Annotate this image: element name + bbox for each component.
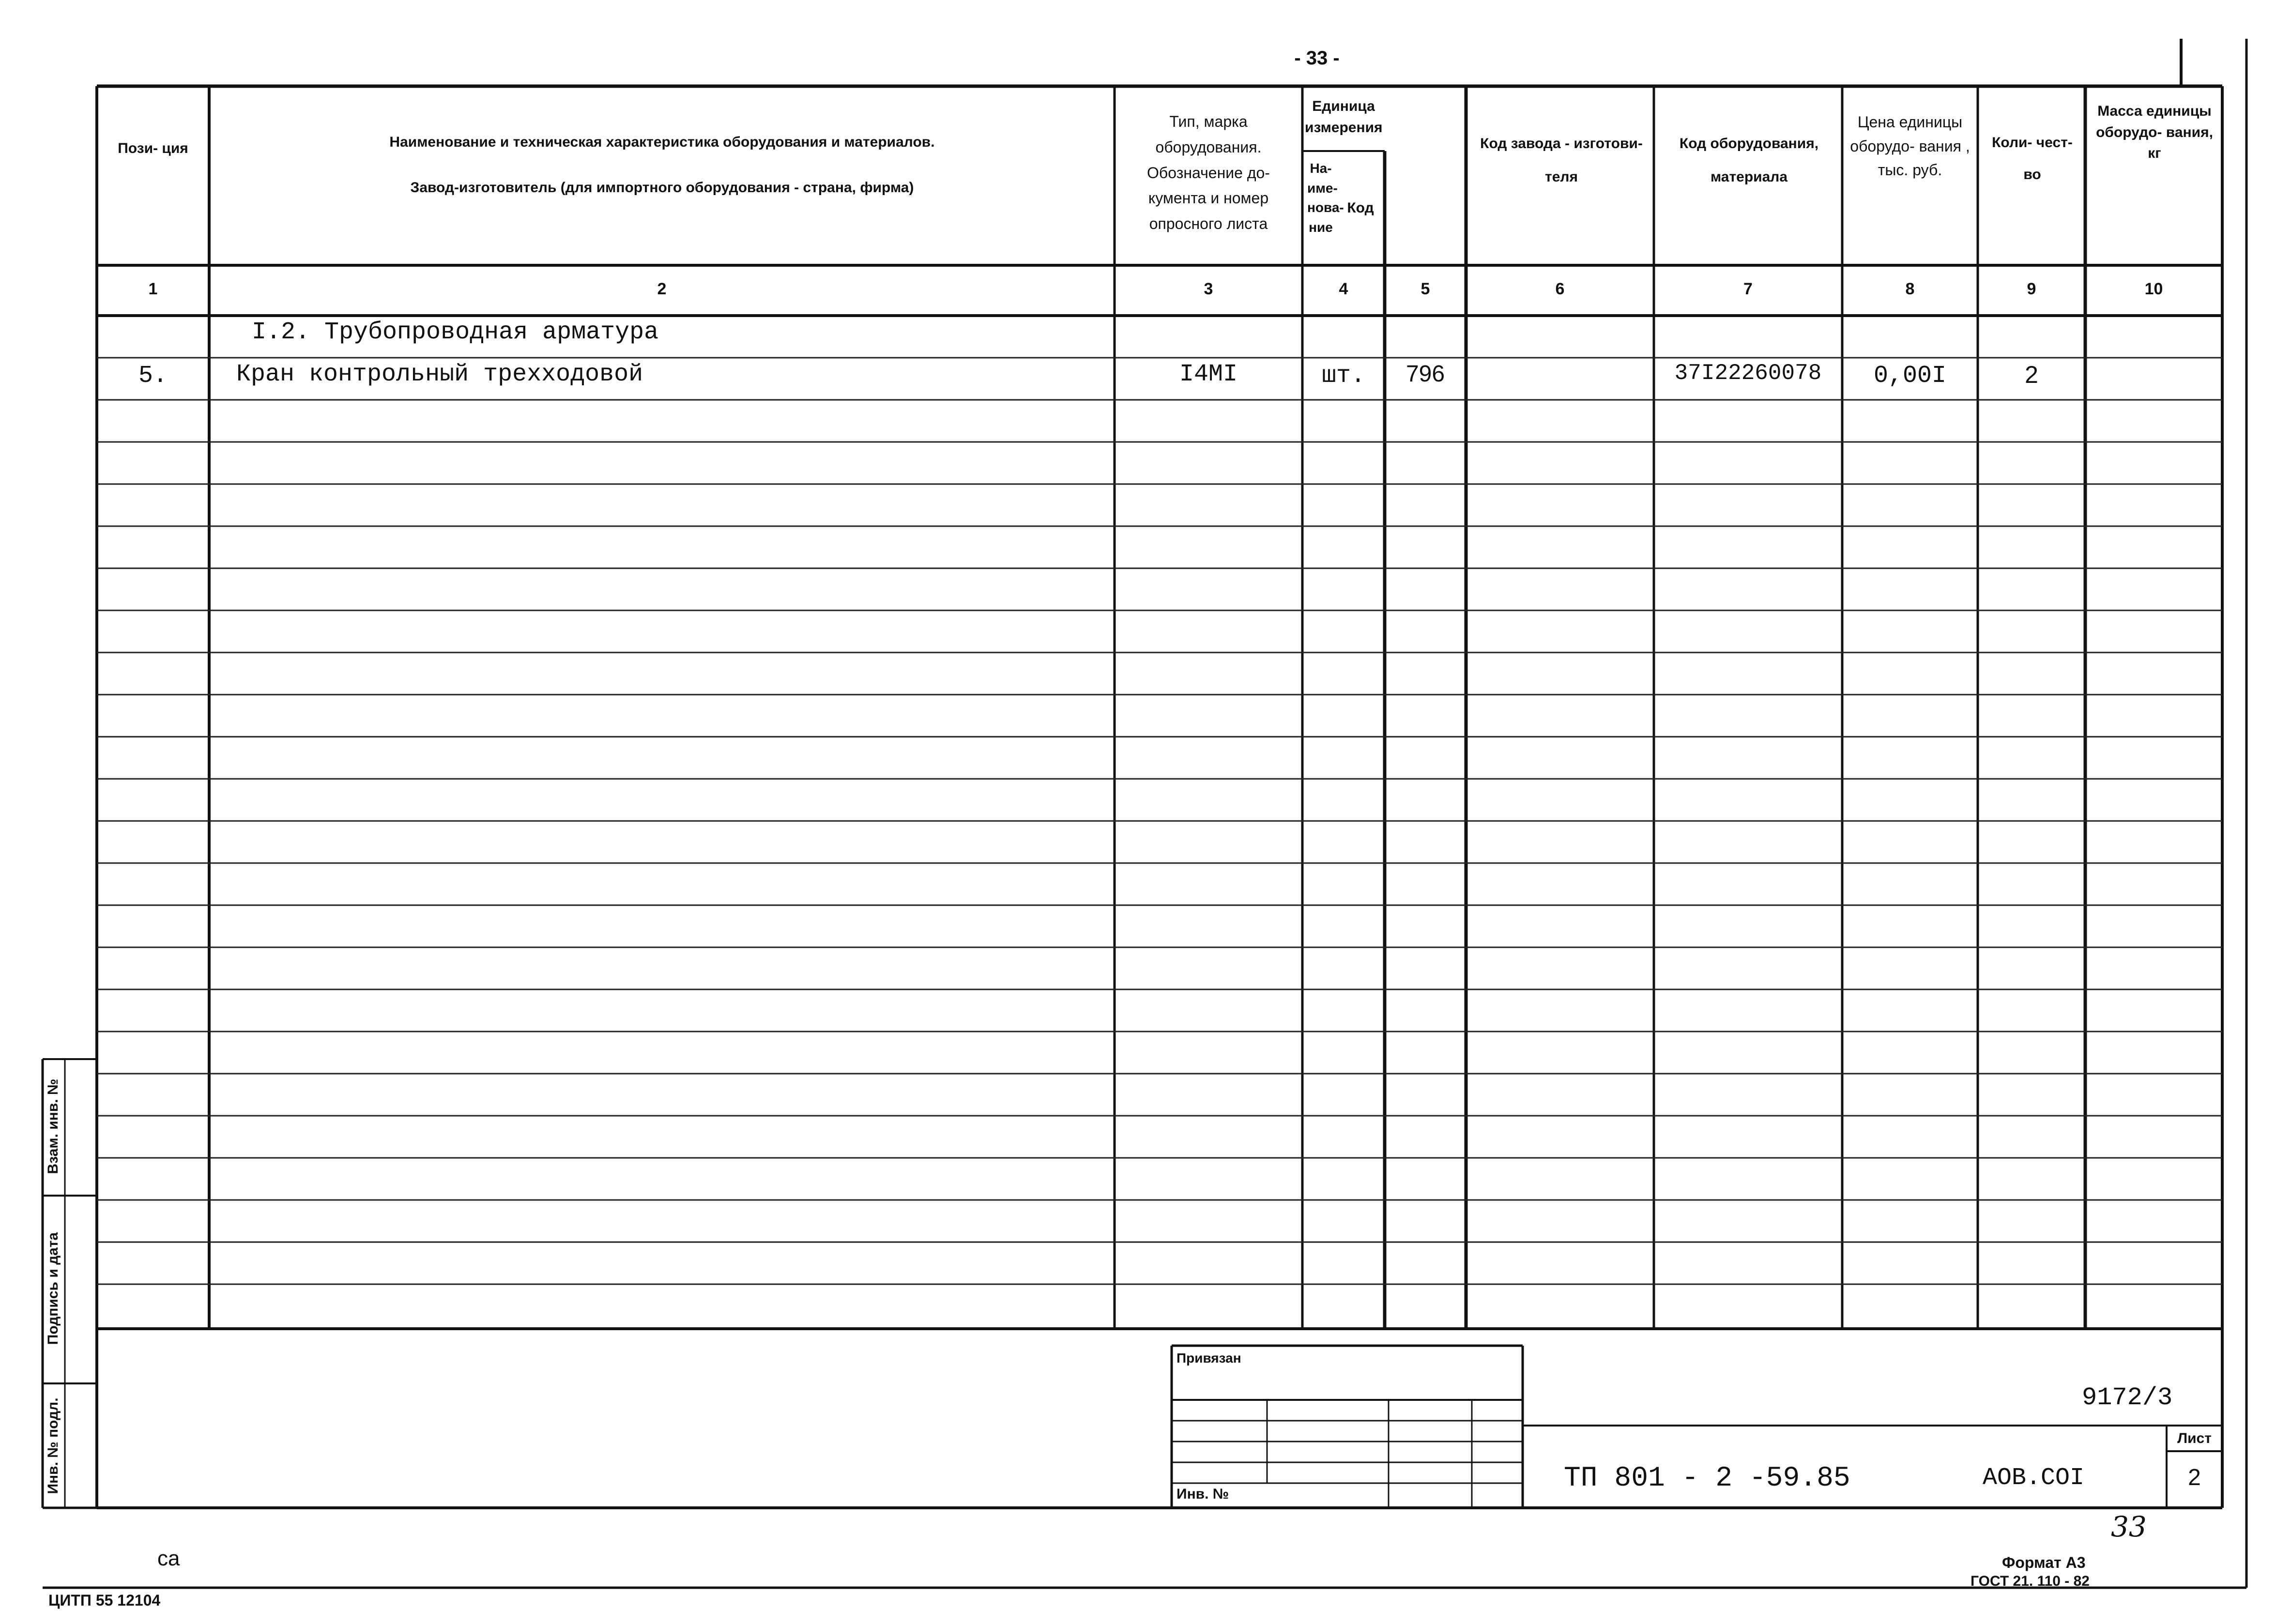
column-number: 8	[1905, 280, 1915, 298]
side-label-inv-original: Инв. № подл.	[45, 1397, 61, 1494]
stamp-order-number: 9172/3	[2082, 1383, 2173, 1412]
page-number: - 33 -	[1294, 47, 1340, 69]
stamp-mark: АОВ.СОI	[1983, 1464, 2085, 1492]
column-number: 2	[657, 280, 667, 298]
column-number: 4	[1339, 280, 1348, 298]
header-unit-price: Цена единицы оборудо- вания , тыс. руб.	[1850, 113, 1970, 179]
side-label-sign-date: Подпись и дата	[45, 1232, 61, 1345]
column-number: 10	[2144, 280, 2163, 298]
side-label-replace-inv: Взам. инв. №	[45, 1078, 61, 1174]
header-quantity: Коли- чест- во	[1992, 135, 2073, 182]
gost-label: ГОСТ 21. 110 - 82	[1970, 1573, 2090, 1589]
row-unit-code: 796	[1405, 361, 1445, 387]
row-equipment-code: 37I22260078	[1674, 361, 1822, 386]
stamp-bound-label: Привязан	[1176, 1351, 1241, 1366]
row-quantity: 2	[2025, 361, 2038, 388]
stamp-sheet-number: 2	[2188, 1465, 2201, 1490]
header-unit-group: Единица измерения	[1305, 98, 1383, 136]
row-position: 5.	[138, 362, 168, 390]
handwritten-page-number: 33	[2111, 1510, 2147, 1543]
stamp-document-code: ТП 801 - 2 -59.85	[1564, 1463, 1850, 1494]
header-name-line1: Наименование и техническая характеристика оборудования и материалов.	[389, 134, 935, 150]
printer-code: ЦИТП 55 12104	[48, 1592, 161, 1609]
header-name-line2: Завод-изготовитель (для импортного оборудования - страна, фирма)	[410, 180, 914, 196]
stamp-sheet-label: Лист	[2177, 1430, 2212, 1446]
header-position: Пози- ция	[118, 140, 188, 156]
column-number: 7	[1743, 280, 1753, 298]
row-type: I4MI	[1179, 361, 1238, 388]
column-number: 3	[1204, 280, 1213, 298]
column-number: 5	[1421, 280, 1430, 298]
row-name: Кран контрольный трехходовой	[236, 361, 643, 388]
header-equipment-code: Код оборудования, материала	[1679, 136, 1819, 185]
column-number: 1	[148, 280, 158, 298]
format-label: Формат А3	[2002, 1554, 2086, 1571]
header-unit-code: Код	[1347, 200, 1374, 216]
header-factory-code: Код завода - изготови- теля	[1480, 136, 1643, 185]
column-number: 6	[1555, 280, 1565, 298]
row-unit-name: шт.	[1321, 362, 1365, 390]
row-unit-price: 0,00I	[1873, 362, 1947, 390]
initials: са	[157, 1547, 180, 1570]
header-unit-name: На- име- нова- ние	[1307, 161, 1344, 235]
header-type: Тип, марка оборудования. Обозначение до- кумента и номер опросного листа	[1147, 113, 1270, 233]
section-heading: I.2. Трубопроводная арматура	[252, 319, 659, 346]
stamp-inv-no-label: Инв. №	[1176, 1486, 1229, 1502]
header-unit-mass: Масса единицы оборудо- вания, кг	[2096, 103, 2213, 161]
column-number: 9	[2027, 280, 2036, 298]
